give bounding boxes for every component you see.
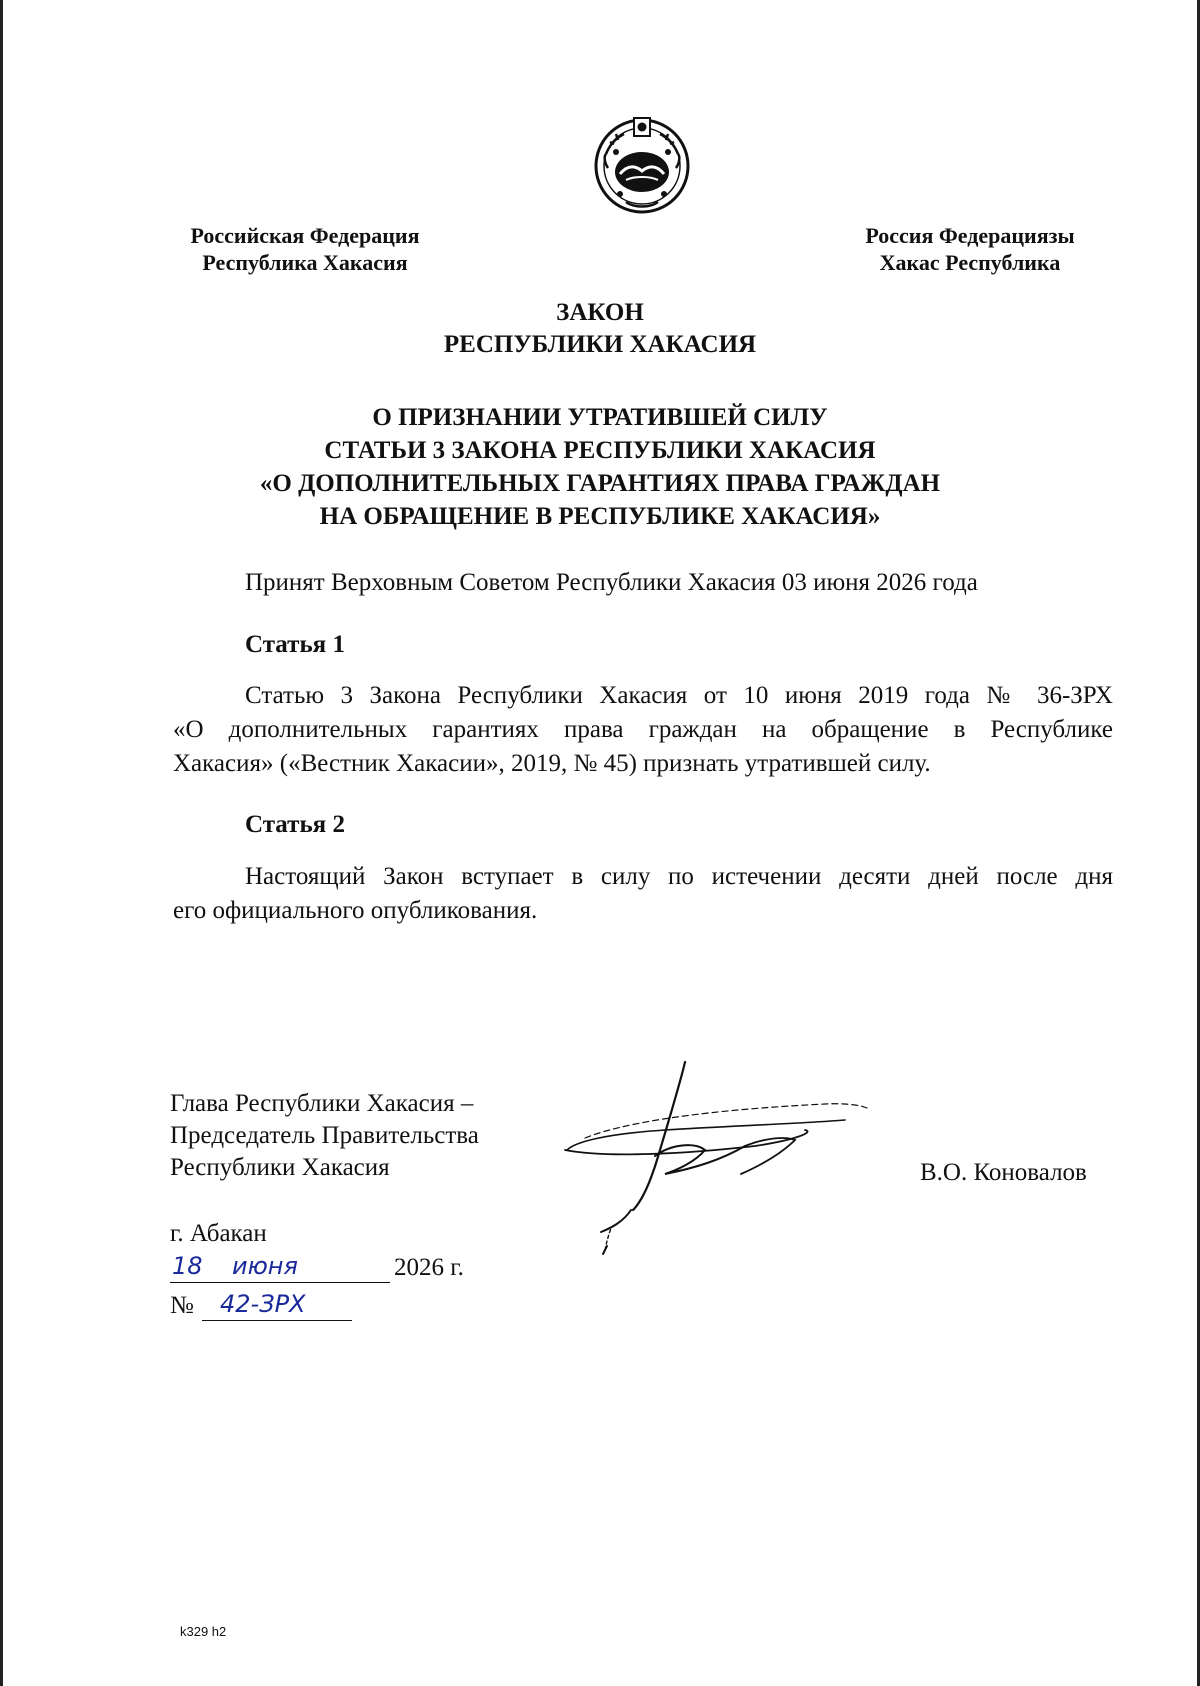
signatory-title-line: Глава Республики Хакасия – — [170, 1090, 474, 1117]
law-number — [170, 1290, 370, 1324]
article-2-line: Настоящий Закон вступает в силу по истечении десяти дней после дня — [245, 863, 1113, 890]
header-left-republic: Республика Хакасия — [202, 250, 408, 275]
number-sign: № — [170, 1292, 194, 1319]
document-title-line: О ПРИЗНАНИИ УТРАТИВШЕЙ СИЛУ — [372, 404, 828, 431]
document-title — [200, 401, 1000, 533]
signatory-name: В.О. Коновалов — [920, 1159, 1087, 1186]
signatory-title-line: Республики Хакасия — [170, 1154, 390, 1181]
scan-edge-left — [0, 0, 3, 1686]
footer-code: k329 h2 — [180, 1624, 227, 1639]
document-title-line: СТАТЬИ 3 ЗАКОНА РЕСПУБЛИКИ ХАКАСИЯ — [324, 437, 876, 464]
date-year: 2026 г. — [394, 1254, 464, 1281]
article-2-heading: Статья 2 — [245, 811, 345, 838]
header-left — [170, 222, 440, 276]
article-2-line: его официального опубликования. — [173, 897, 538, 924]
date-month-handwritten: июня — [232, 1252, 298, 1280]
document-type-line: РЕСПУБЛИКИ ХАКАСИЯ — [443, 331, 757, 358]
document-type — [300, 297, 900, 361]
article-2-text — [173, 860, 1113, 928]
article-1-line: Хакасия» («Вестник Хакасии», 2019, № 45) признать утратившей силу. — [173, 750, 931, 777]
article-1-line: «О дополнительных гарантиях права граждан на обращение в Республике — [173, 716, 1113, 743]
header-left-country: Российская Федерация — [190, 223, 420, 248]
article-1-line: Статью 3 Закона Республики Хакасия от 10 июня 2019 года № 36-ЗРХ — [245, 682, 1113, 709]
header-right — [840, 222, 1100, 276]
date-day-handwritten: 18 — [172, 1252, 203, 1280]
signatory-title-line: Председатель Правительства — [170, 1122, 479, 1149]
signatory-title — [170, 1088, 479, 1184]
article-1-heading: Статья 1 — [245, 631, 345, 658]
signing-city: г. Абакан — [170, 1220, 267, 1247]
header-right-country: Россия Федерациязы — [865, 223, 1075, 248]
adoption-note: Принят Верховным Советом Республики Хакасия 03 июня 2026 года — [245, 569, 978, 596]
article-1-text — [173, 679, 1113, 781]
coat-of-arms-icon — [590, 108, 694, 218]
handwritten-signature — [545, 1050, 915, 1260]
document-title-line: «О ДОПОЛНИТЕЛЬНЫХ ГАРАНТИЯХ ПРАВА ГРАЖДАН — [259, 470, 941, 497]
header-right-republic: Хакас Республика — [879, 250, 1061, 275]
number-handwritten: 42-ЗРХ — [220, 1290, 306, 1318]
document-title-line: НА ОБРАЩЕНИЕ В РЕСПУБЛИКЕ ХАКАСИЯ» — [319, 503, 881, 530]
signing-date — [170, 1252, 490, 1286]
document-type-line: ЗАКОН — [556, 299, 644, 326]
